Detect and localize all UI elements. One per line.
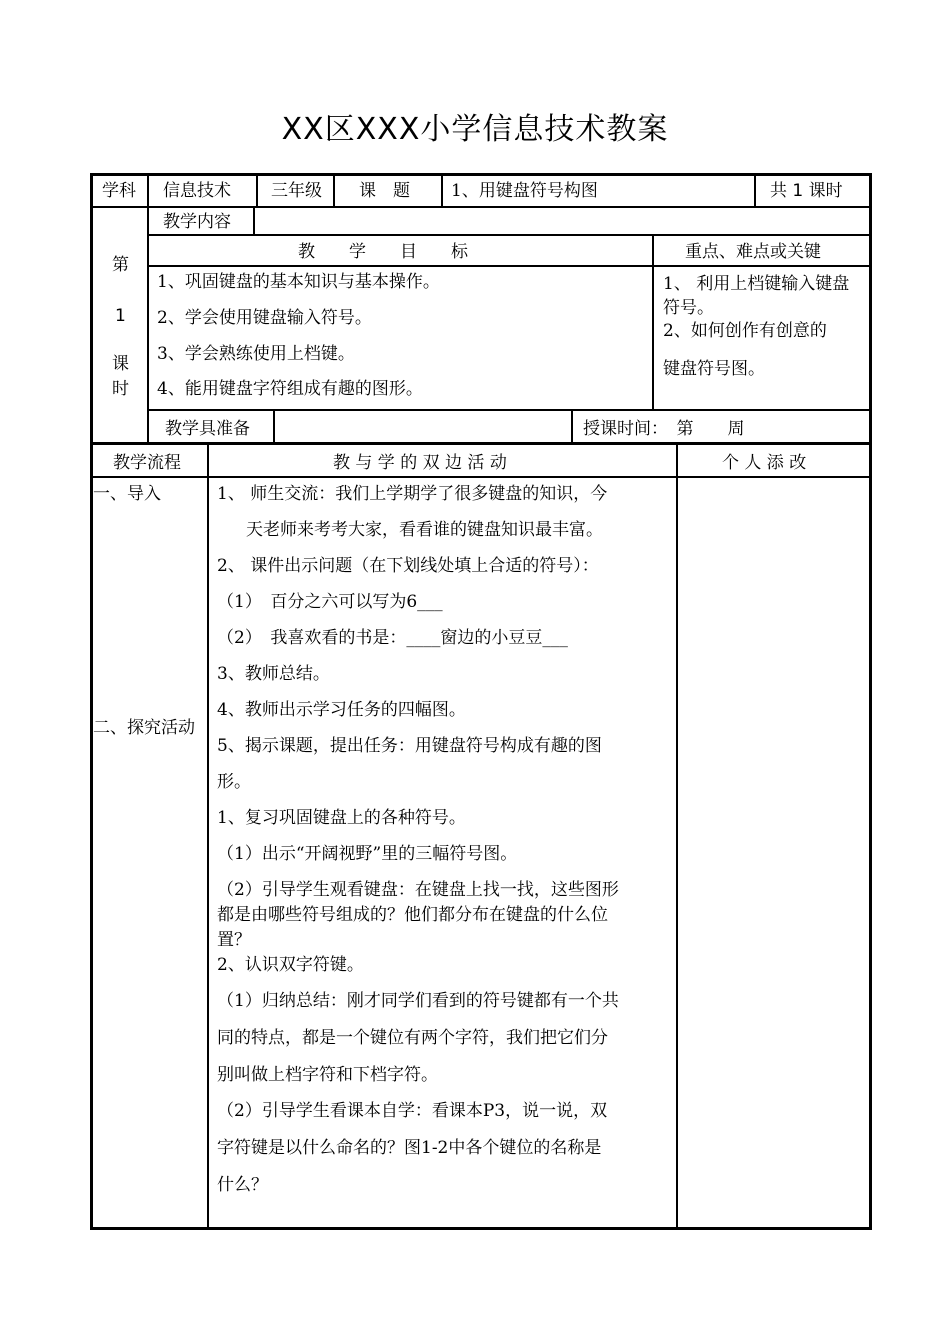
activity-line: 4、教师出示学习任务的四幅图。 (217, 700, 466, 720)
col-divider (333, 173, 335, 207)
activity-line: 1、复习巩固键盘上的各种符号。 (217, 808, 466, 828)
col-divider (754, 173, 756, 207)
subject-label: 学科 (102, 181, 136, 201)
stage-explore: 二、探究活动 (93, 718, 195, 738)
col-divider (441, 173, 443, 207)
grade-value: 三年级 (271, 181, 322, 201)
stage-intro: 一、导入 (93, 484, 161, 504)
activity-line: 1、 师生交流：我们上学期学了很多键盘的知识，今 (217, 484, 608, 504)
notes-header: 个 人 添 改 (722, 453, 807, 473)
lesson-side-label: 课 (112, 354, 129, 374)
activity-line: 3、教师总结。 (217, 664, 330, 684)
activity-line: 字符键是以什么命名的？图1-2中各个键位的名称是 (217, 1138, 602, 1158)
activity-line: 5、揭示课题，提出任务：用键盘符号构成有趣的图 (217, 736, 602, 756)
activity-line: （2）引导学生看课本自学：看课本P3，说一说，双 (217, 1101, 608, 1121)
lesson-side-label: 第 (112, 255, 129, 275)
document-title: XX区XXX小学信息技术教案 (281, 112, 669, 147)
subject-value: 信息技术 (163, 181, 231, 201)
topic-value: 1、用键盘符号构图 (451, 181, 598, 201)
keypoints-header: 重点、难点或关键 (685, 242, 821, 262)
col-divider (207, 442, 209, 1229)
activity-line: 2、 课件出示问题（在下划线处填上合适的符号）： (217, 556, 599, 576)
table-border-left (90, 173, 93, 1230)
topic-label: 课 题 (359, 181, 410, 201)
activity-line: （2） 我喜欢看的书是：____窗边的小豆豆___ (217, 628, 568, 648)
activity-line: （1）归纳总结：刚才同学们看到的符号键都有一个共 (217, 991, 619, 1011)
lesson-side-label: 时 (112, 379, 129, 399)
col-divider (676, 442, 678, 1229)
activity-line: （1） 百分之六可以写为6___ (217, 592, 443, 612)
row-divider (147, 409, 872, 411)
activity-line: 形。 (217, 772, 251, 792)
goal-item: 4、能用键盘字符组成有趣的图形。 (157, 379, 423, 399)
goal-item: 2、学会使用键盘输入符号。 (157, 308, 372, 328)
keypoint-item: 键盘符号图。 (663, 359, 765, 379)
activity-line: 同的特点，都是一个键位有两个字符，我们把它们分 (217, 1028, 608, 1048)
activity-line: （1）出示“开阔视野”里的三幅符号图。 (217, 844, 518, 864)
class-time: 授课时间： 第 周 (583, 419, 745, 439)
col-divider (253, 206, 255, 235)
row-divider (147, 234, 872, 236)
goal-item: 3、学会熟练使用上档键。 (157, 344, 355, 364)
activities-header: 教 与 学 的 双 边 活 动 (333, 453, 507, 473)
keypoint-item: 2、如何创作有创意的 (663, 321, 827, 341)
activity-line: 什么？ (217, 1175, 268, 1195)
goals-header: 教 学 目 标 (298, 242, 468, 262)
content-label: 教学内容 (163, 212, 231, 232)
keypoint-item: 1、 利用上档键输入键盘符号。 (663, 274, 850, 318)
col-divider (256, 173, 258, 207)
col-divider (273, 409, 275, 443)
process-header: 教学流程 (113, 453, 181, 473)
activity-line: 置？ (217, 930, 251, 950)
activity-line: 都是由哪些符号组成的？他们都分布在键盘的什么位 (217, 905, 608, 925)
col-divider (571, 409, 573, 443)
total-hours: 共 1 课时 (770, 181, 843, 201)
lesson-side-number: 1 (115, 306, 126, 326)
col-divider (147, 173, 149, 443)
activity-line: 天老师来考考大家，看看谁的键盘知识最丰富。 (246, 520, 603, 540)
row-divider (147, 265, 872, 267)
goal-item: 1、巩固键盘的基本知识与基本操作。 (157, 272, 440, 292)
activity-line: 2、认识双字符键。 (217, 955, 364, 975)
prep-label: 教学具准备 (165, 419, 250, 439)
table-border-right (869, 173, 872, 1230)
activity-line: 别叫做上档字符和下档字符。 (217, 1065, 438, 1085)
col-divider (652, 234, 654, 410)
activity-line: （2）引导学生观看键盘：在键盘上找一找，这些图形 (217, 880, 619, 900)
